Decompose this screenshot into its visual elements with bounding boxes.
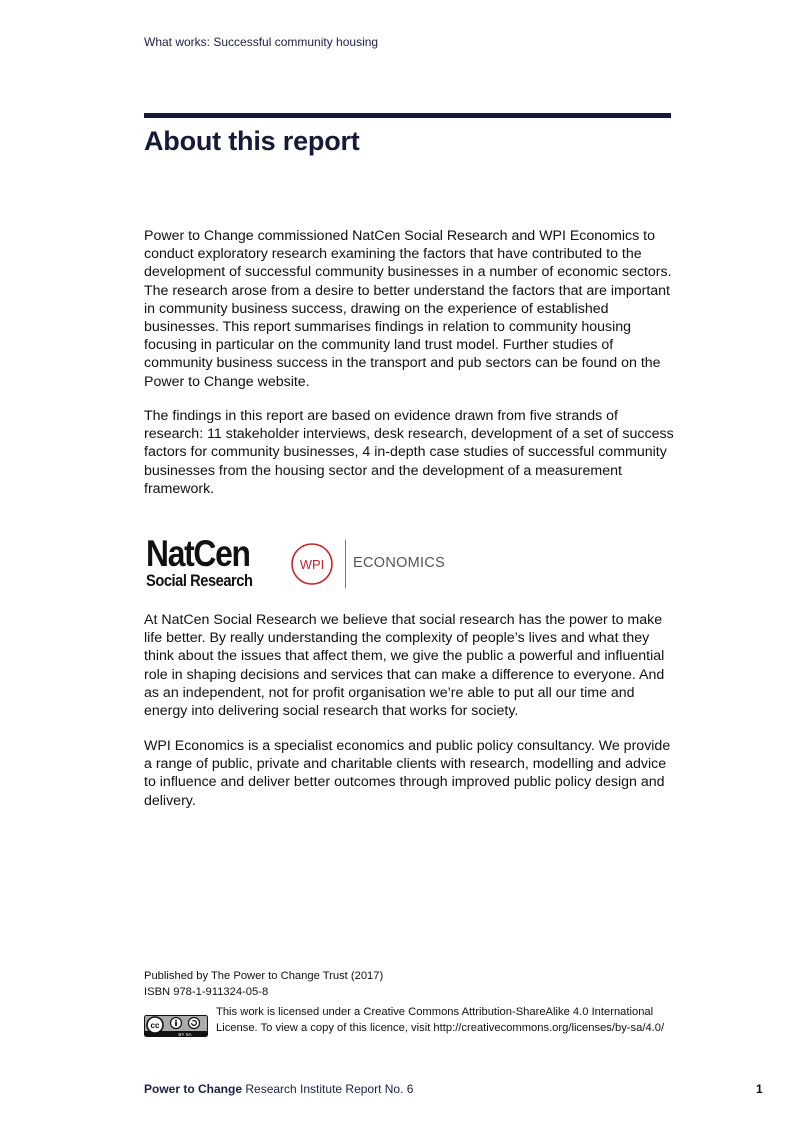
isbn-line: ISBN 978-1-911324-05-8 [144,986,269,998]
wpi-divider [345,540,346,588]
running-header: What works: Successful community housing [144,35,379,49]
page-title: About this report [144,126,360,156]
intro-paragraph: Power to Change commissioned NatCen Social Research and WPI Economics to conduct exploratory research examining the factors that have contributed to the development of successful community businesses in a number of economic sectors. The research arose from a desire to better understand the factors that are important in community business success, drawing on the experience of established businesses. This report summarises findings in relation to community housing focusing in particular on the community land trust model. Further studies of community business success in the transport and pub sectors can be found on the Power to Change website. [144,228,672,390]
title-rule [144,113,671,118]
footer-brand: Power to Change [144,1082,243,1096]
wpi-economics-logo [290,538,460,590]
wpi-wordmark: ECONOMICS [353,555,446,571]
creative-commons-icon [144,1015,208,1037]
page-number: 1 [756,1082,763,1096]
cc-sa-icon [189,1018,200,1029]
cc-badge-label: BY SA [178,1032,192,1037]
footer-series: Research Institute Report No. 6 [245,1082,414,1096]
svg-text:cc: cc [150,1021,160,1030]
natcen-description-paragraph: At NatCen Social Research we believe that social research has the power to make life better. By really understanding the complexity of people’s lives and what they think about the issues that affect them, we give the public a powerful and influential role in shaping decisions and services that can make a difference to everyone. And as an independent, not for profit organisation we’re able to put all our time and energy into delivering social research that works for society. [144,612,665,720]
natcen-logo [146,533,271,590]
license-text: This work is licensed under a Creative Commons Attribution-ShareAlike 4.0 International License. To view a copy of this licence, visit http://creativecommons.org/licenses/by-sa/4.0/ [216,1006,665,1034]
published-by-line: Published by The Power to Change Trust (2017) [144,970,384,982]
wpi-mark-text: WPI [299,557,325,572]
natcen-logo-wordmark: NatCen [146,533,250,574]
wpi-description-paragraph: WPI Economics is a specialist economics and public policy consultancy. We provide a range of public, private and charitable clients with research, modelling and advice to influence and deliver better outcomes through improved public policy design and delivery. [144,738,671,809]
footer [144,1082,413,1096]
wpi-circle-mark [290,542,334,586]
natcen-logo-subtitle: Social Research [146,571,253,590]
findings-paragraph: The findings in this report are based on evidence drawn from five strands of research: 11 stakeholder interviews, desk research, development of a set of success factors for community businesses, 4 in-depth case studies of successful community businesses from the housing sector and the development of a measurement framework. [144,408,674,497]
